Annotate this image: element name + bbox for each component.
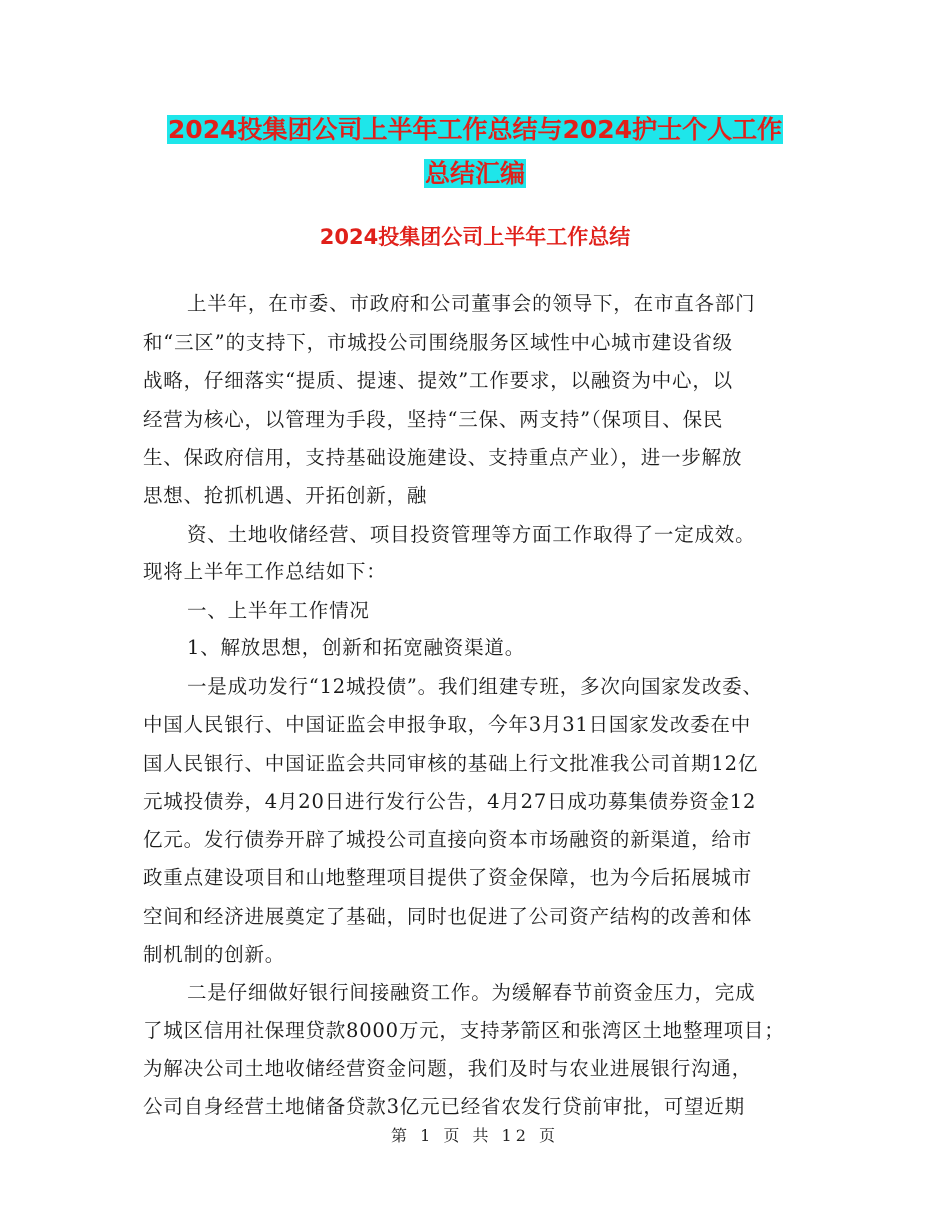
document-title-line-1 [0,112,950,148]
body-line: 上半年，在市委、市政府和公司董事会的领导下，在市直各部门 [187,292,756,315]
body-line: 和“三区”的支持下，市城投公司围绕服务区域性中心城市建设省级 [143,331,733,354]
body-line: 现将上半年工作总结如下： [143,560,387,583]
body-line: 亿元。发行债券开辟了城投公司直接向资本市场融资的新渠道，给市 [143,828,753,851]
page-footer: 第 1 页 共 12 页 [391,1126,559,1145]
body-line: 中国人民银行、中国证监会申报争取，今年3月31日国家发改委在中 [143,713,752,736]
body-line: 战略，仔细落实“提质、提速、提效”工作要求，以融资为中心，以 [143,369,733,392]
body-line: 政重点建设项目和山地整理项目提供了资金保障，也为今后拓展城市 [143,866,753,889]
body-line: 制机制的创新。 [143,943,286,966]
section-title: 2024投集团公司上半年工作总结 [319,225,631,249]
body-line: 二是仔细做好银行间接融资工作。为缓解春节前资金压力，完成 [187,981,756,1004]
body-line: 一是成功发行“12城投债”。我们组建专班，多次向国家发改委、 [187,675,763,698]
body-line: 经营为核心，以管理为手段，坚持“三保、两支持”（保项目、保民 [143,408,724,431]
body-line: 为解决公司土地收储经营资金问题，我们及时与农业进展银行沟通， [143,1057,753,1080]
title-highlight: 2024投集团公司上半年工作总结与2024护士个人工作 [167,115,783,144]
body-line: 1、解放思想，创新和拓宽融资渠道。 [187,636,526,659]
document-title-line-2 [0,156,950,192]
body-line: 资、土地收储经营、项目投资管理等方面工作取得了一定成效。 [187,523,756,546]
body-line: 国人民银行、中国证监会共同审核的基础上行文批准我公司首期12亿 [143,752,759,775]
body-line: 公司自身经营土地储备贷款3亿元已经省农发行贷前审批，可望近期 [143,1095,745,1118]
title-highlight: 总结汇编 [424,159,525,188]
body-line: 生、保政府信用，支持基础设施建设、支持重点产业），进一步解放 [143,446,743,469]
body-line: 空间和经济进展奠定了基础，同时也促进了公司资产结构的改善和体 [143,905,753,928]
body-line: 元城投债券，4月20日进行发行公告，4月27日成功募集债券资金12 [143,790,757,813]
body-line: 一、上半年工作情况 [187,599,370,622]
body-line: 了城区信用社保理贷款8000万元，支持茅箭区和张湾区土地整理项目； [143,1019,785,1042]
body-line: 思想、抢抓机遇、开拓创新，融 [143,484,428,507]
